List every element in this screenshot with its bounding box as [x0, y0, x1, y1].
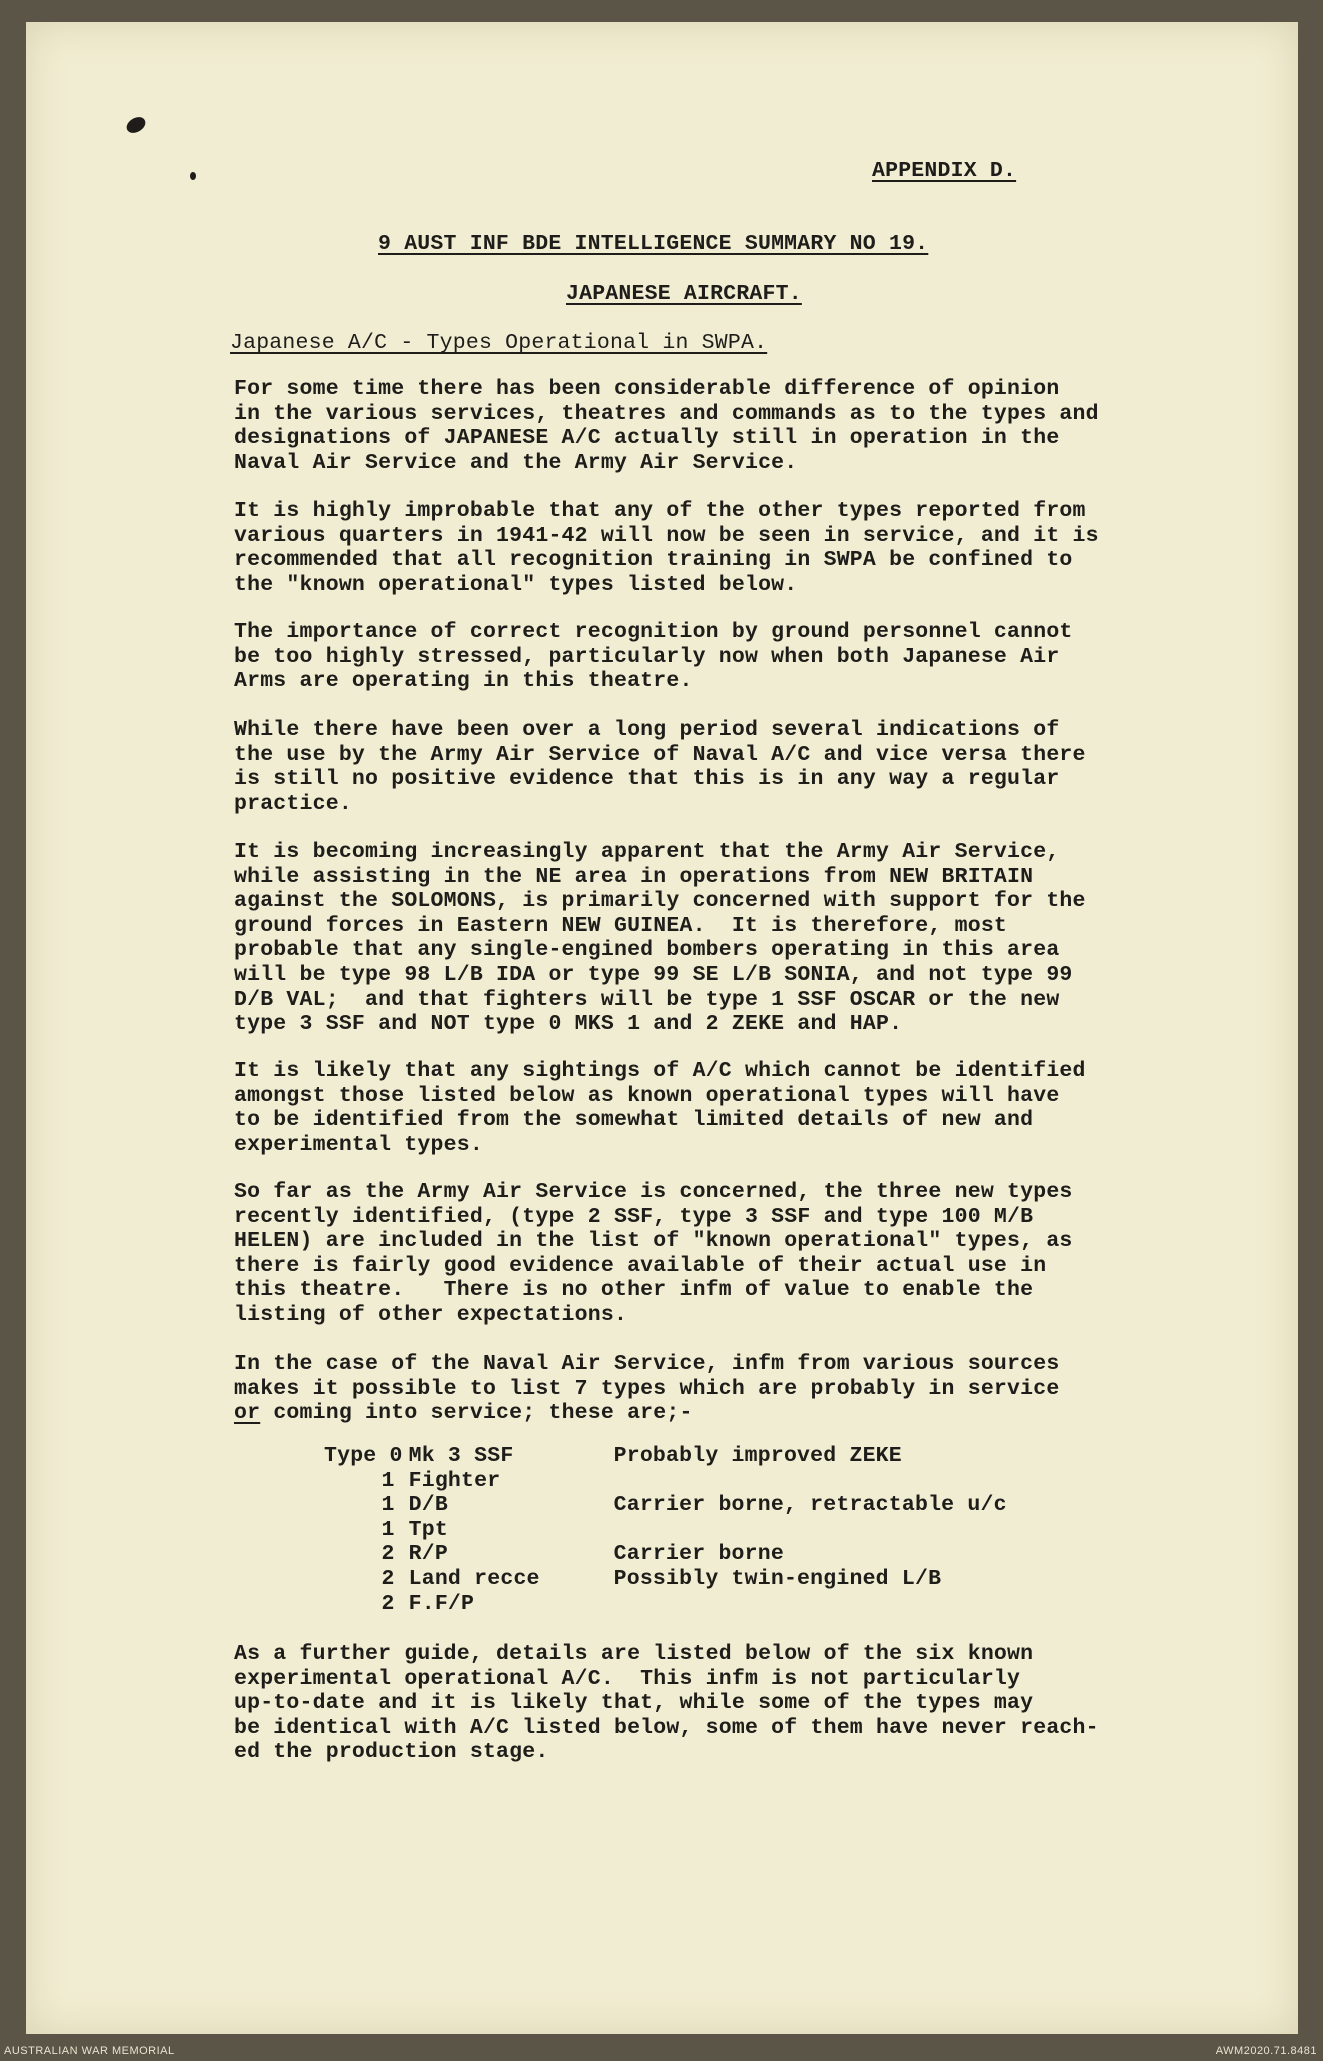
naval-types-table [324, 1444, 1007, 1616]
type-designation-cell: F.F/P [408, 1591, 475, 1616]
type-number-cell: 2 [381, 1591, 395, 1616]
footer-accession-number: AWM2020.71.8481 [1215, 2045, 1317, 2057]
naval-type-row [324, 1592, 1007, 1617]
document-page [26, 22, 1298, 2034]
type-note-cell: Possibly twin-engined L/B [613, 1566, 942, 1591]
type-number-cell: 2 [381, 1542, 395, 1567]
type-number-cell: 2 [381, 1566, 395, 1591]
type-designation-cell: Tpt [408, 1517, 448, 1542]
type-designation-cell: R/P [408, 1542, 448, 1567]
naval-para-line-1: In the case of the Naval Air Service, infm from various sources [234, 1352, 1060, 1376]
naval-type-row [324, 1542, 1007, 1567]
naval-type-row [324, 1444, 1007, 1469]
paragraph-6: It is likely that any sightings of A/C which cannot be identified amongst those listed below as known operational types will have to be identified from the somewhat limited details of new and experimental types. [234, 1059, 1086, 1157]
type-number-cell: 1 [381, 1468, 395, 1493]
type-note-cell: Probably improved ZEKE [613, 1444, 902, 1468]
type-note-cell: Carrier borne [613, 1542, 784, 1567]
naval-type-row [324, 1518, 1007, 1543]
paragraph-3: The importance of correct recognition by ground personnel cannot be too highly stressed, particularly now when both Japanese Air Arms are operating in this theatre. [234, 620, 1073, 694]
paragraph-7: So far as the Army Air Service is concerned, the three new types recently identified, (type 2 SSF, type 3 SSF and type 100 M/B HELEN) are included in the list of "known operational" types, as there is fairly good evidence available of their actual use in this theatre. There is no other infm of value to enable the listing of other expectations. [234, 1180, 1073, 1327]
type-designation-cell: Land recce [408, 1566, 540, 1591]
type-designation-cell: D/B [408, 1493, 448, 1518]
naval-type-row [324, 1567, 1007, 1592]
section-heading: Japanese A/C - Types Operational in SWPA. [230, 331, 768, 355]
appendix-label: APPENDIX D. [872, 159, 1017, 183]
type-note-cell [614, 1469, 1007, 1494]
ink-dot-mark [190, 172, 196, 180]
type-designation-cell: Fighter [408, 1468, 501, 1493]
paragraph-1: For some time there has been considerable difference of opinion in the various services, theatres and commands as to the types and designations of JAPANESE A/C actually still in operation in the Naval Air Service and the Army Air Service. [234, 377, 1099, 475]
closing-paragraph: As a further guide, details are listed below of the six known experimental operational A/C. This infm is not particularly up-to-date and it is likely that, while some of the types may be identical with A/C listed below, some of them have never reach- ed the production stage. [234, 1642, 1099, 1765]
document-subtitle: JAPANESE AIRCRAFT. [566, 282, 802, 306]
paragraph-naval-air-service [234, 1352, 1059, 1426]
naval-para-line-2: makes it possible to list 7 types which are probably in service [234, 1376, 1060, 1401]
naval-type-row [324, 1469, 1007, 1494]
naval-para-line-3: coming into service; these are;- [260, 1401, 693, 1426]
type-number-cell: Type 0 [324, 1444, 403, 1468]
type-note-cell [614, 1592, 1007, 1617]
footer-institution: AUSTRALIAN WAR MEMORIAL [4, 2045, 175, 2057]
paragraph-5: It is becoming increasingly apparent that the Army Air Service, while assisting in the NE area in operations from NEW BRITAIN against the SOLOMONS, is primarily concerned with support for the ground forces in Eastern NEW GUINEA. It is therefore, most probable that any single-engined bombers operating in this area will be type 98 L/B IDA or type 99 SE L/B SONIA, and not type 99 D/B VAL; and that fighters will be type 1 SSF OSCAR or the new type 3 SSF and NOT type 0 MKS 1 and 2 ZEKE and HAP. [234, 840, 1086, 1037]
naval-type-row [324, 1493, 1007, 1518]
naval-para-or-word: or [234, 1401, 261, 1426]
paragraph-2: It is highly improbable that any of the other types reported from various quarters in 1941-42 will now be seen in service, and it is recommended that all recognition training in SWPA be confined to the "known operational" types listed below. [234, 499, 1099, 597]
type-note-cell [614, 1518, 1007, 1543]
document-title: 9 AUST INF BDE INTELLIGENCE SUMMARY NO 19. [378, 232, 929, 256]
type-number-cell: 1 [381, 1493, 395, 1518]
type-note-cell: Carrier borne, retractable u/c [613, 1493, 1007, 1518]
paragraph-4: While there have been over a long period several indications of the use by the Army Air Service of Naval A/C and vice versa there is still no positive evidence that this is in any way a regular practice. [234, 718, 1086, 816]
type-number-cell: 1 [381, 1517, 395, 1542]
ink-blot-mark [124, 114, 148, 136]
type-designation-cell: Mk 3 SSF [408, 1444, 514, 1468]
